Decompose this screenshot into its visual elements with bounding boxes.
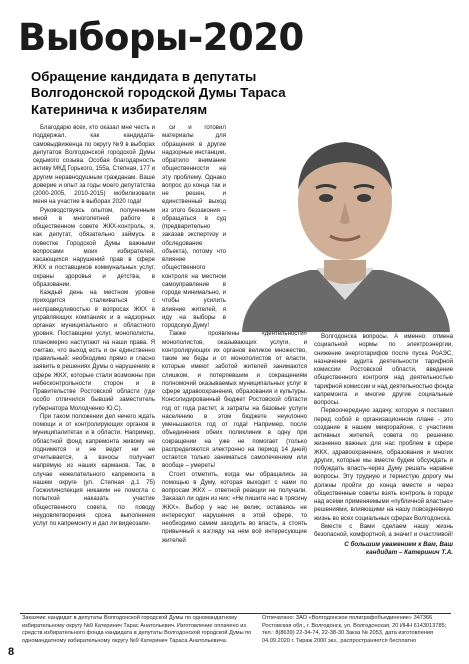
paragraph: Вместе с Вами сделаем нашу жизнь безопасной, комфортной, а значит и счастливой! (314, 522, 453, 538)
paragraph: Благодарю всех, кто оказал мне честь и поддержал, как кандидата-самовыдвиженца по округу №9 в выборах депутатов Волгодонской городской Думы седьмого созыва. Особая благодарность активу МКД Горького, 155а, Степная, 177 и другим неравнодушным гражданам. Ваше доверие и опыт за годы моего депутатства (2000-2005, 2010-2015) мобилизовали меня на участие в выборах 2020 года! (33, 124, 155, 206)
footer-customer-info: Заказчик: кандидат в депутаты Волгодонской городской Думы по одномандатному избирательному округу №9 Катеринич Тарас Анатольевич. Изготовление оплачено из средств избирательного фонда кандидата в депутаты Волгодонской городской Думы по одномандатному избирательному округу №9 Катеринич Тараса Анатольевича. (22, 615, 252, 645)
article-column-1 (33, 124, 155, 528)
footer-divider (20, 613, 451, 614)
paragraph: Первоочередную задачу, которую я поставил перед собой в организационном плане - это создание в нашем микрорайоне, с участием активных жителей, совета по решению жизненно важных для нас проблем в сфере ЖКХ, здравоохранения, образования и многих других, которые мы вместе будем обсуждать и побуждать власть-через Думу решать наравне вопросы. Эту трудную и тернистую дорогу мы должны пройти до конца вместе и через общественные советы взять контроль в городе над всеми применяемыми «публичной властью» решениями, влияющими на нашу повседневную жизнь во всех социальных сферах Волгодонска. (314, 407, 453, 522)
article-column-2 (162, 124, 307, 545)
paragraph: Каждый день на местном уровне приходится сталкиваться с несправедливостью в вопросах ЖКХ в управляющих компаниях и в надзорных органах муниципального и областного уровня. Поставщики услуг, монополисты, планомерно наступают на наши права. Я считаю, что выход есть и он единственно правильный: необходимо прямо и гласно заявить в решениях Думы о нарушениях в сфере ЖКХ, которые стали возможны при небесконтрольности сторон и в Правительстве Ростовской области (где особо отличился бывший заместитель губернатора Молодченко Ю.С). (33, 289, 155, 412)
article-column-3 (314, 333, 453, 557)
page-title: Выборы-2020 (18, 16, 304, 59)
page-number: 8 (8, 646, 15, 658)
signature: С большим уважением к Вам, Ваш кандидат – Катеринич Т.А. (344, 541, 453, 557)
paragraph: Также проявлены «деятельности» монополистов, оказывающих услуги, и контролирующих их органов великое множество, такие же беды и от монополистов от власти, которые имеют заботой жителей занимаются слишком, и потерпевшим и сокращениям полномочий оказываемых муниципальных услуг в сфере здравоохранения, образования и культуры. Консолидированный бюджет Ростовской области год от года растет, а затраты на базовые услуги населению в этом бюджете неуклонно уменьшаются год от года! Например, после объединения обеих поликлиник в одну при сокращении на уже не помогает (только распределяются электронно на период 14 дней) остается только заниматься самолечением или вообще – умереть! (162, 330, 307, 470)
paragraph: Руководствуясь опытом, полученным мной в многолетней работе в общественном совете ЖКХ-контроль, я, как депутат, обязательно займусь в повестке Городской Думы важными вопросами моих избирателей, касающихся нарушений прав в сфере ЖКХ и поставщиков коммунальных услуг, охраны здоровья и детства, в образовании. (33, 206, 155, 288)
paragraph: си и готовил материалы для обращения в другие надзорные инстанции, обратило внимание общественности на эту проблему. Однако вопрос до конца так и не решен, и единственный выход из этого беззакония – обращаться в суд (предварительно заказав экспертизу и обследование объекта), потому что влияние общественного контроля на местном самоуправление в городе минимально, и чтобы усилить влияние жителей, я иду на выборы в городскую Думу! (162, 124, 226, 329)
paragraph: Волгодонска вопросы. А именно: отмена социальной нормы по электроэнергии, снижение энерготарифов после пуска РоАЭС, назначение аудита деятельности тарифной комиссии Ростовской области, введение общественного контроля над деятельностью тарифной комиссии и над деятельностью фонда капремонта и многие другие социальные вопросы. (314, 333, 453, 406)
paragraph: Стоит отметить, когда мы обращались за помощью в Думу, которая выходит с нами по вопросам ЖКХ – ответной реакции не получали. Заказал ли один из них: «Не пишите нас в трясину ЖКХ». Выбор у нас не велик, оставаясь не интересуют нарушения в этой сфере, то необходимо самим заходить во власть, а стоять привычный к взгляду на нем всё интересующие жителей (162, 470, 307, 544)
footer-print-info: Отпечатано: ЗАО «Волгодонское полиграфобъединение» 347366 Ростовская обл., г. Волгодонск, ул. Волгодонская, 20 ИНН 6143013785; тел.: 8(8639) 22-34-74, 22-38-30 Заказ № 2053, дата изготовления 04.09.2020 г. Тираж 2000 экз., распространяется бесплатно (262, 615, 447, 645)
paragraph: При таком положении дел нечего ждать помощи и от контролирующих органов в муниципалитетах и в области. Например, областной фонд капремонта живому не поднимется и не ведет ни не отчитывается, а взносы получает напрямую из наших карманов. Так, в случае нежелательного капремонта в нашем округе (ул. Степная д.1 75) Госжилинспекция никаким не помогла с попыткой наказать участие общественного совета, по поводу неудовлетворения срока выполнения услуг по капремонту и дал ли видеозапи- (33, 412, 155, 527)
article-subtitle: Обращение кандидата в депутаты Волгодонской городской Думы Тараса Катеринича к избирателям (31, 69, 286, 117)
